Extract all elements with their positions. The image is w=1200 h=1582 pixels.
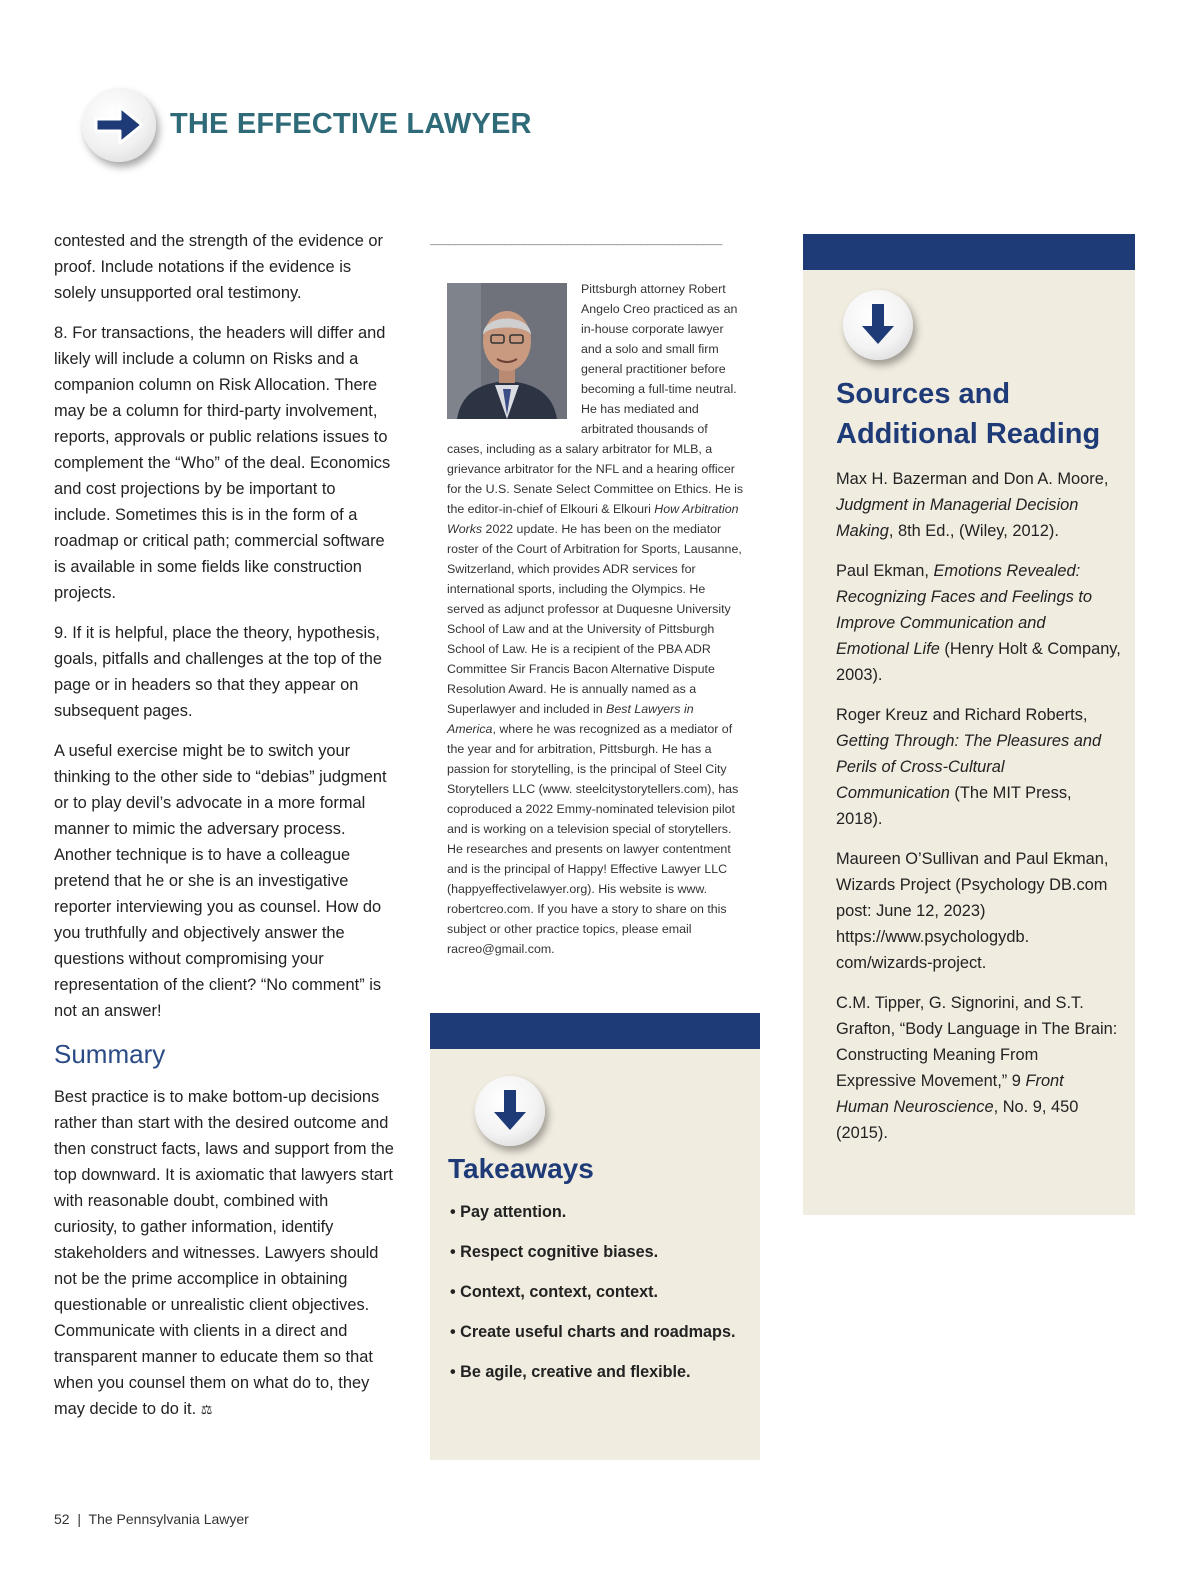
section-title: THE EFFECTIVE LAWYER	[170, 108, 532, 140]
article-left-column	[54, 228, 394, 1437]
author-photo	[447, 283, 567, 419]
summary-heading: Summary	[54, 1039, 166, 1069]
bio-text: , where he was recognized as a mediator of the year and for arbitration, Pittsburgh. He has a passion for storytelling, is the principal of Steel City Storytellers LLC (www. steelcitystorytellers.com), has coproduced a 2022 Emmy-nominated television pilot and is working on a television special of storytellers. He researches and presents on lawyer contentment and is the principal of Happy! Effective Lawyer LLC (happyeffectivelawyer.org). His website is www. robertcreo.com. If you have a story to share on this subject or other practice topics, please email racreo@gmail.com.	[447, 722, 739, 956]
takeaways-header-bar	[430, 1013, 760, 1049]
list-item: • Context, context, context.	[450, 1283, 659, 1301]
sources-list	[836, 466, 1121, 1160]
scales-icon: ⚖	[200, 1402, 213, 1417]
source-entry: Max H. Bazerman and Don A. Moore, Judgment in Managerial Decision Making, 8th Ed., (Wiley, 2012).	[836, 470, 1109, 540]
paragraph: contested and the strength of the evidence or proof. Include notations if the evidence is solely unsupported oral testimony.	[54, 232, 383, 302]
arrow-down-icon	[475, 1076, 545, 1146]
bio-text: 2022 update. He has been on the mediator roster of the Court of Arbitration for Sports, Lausanne, Switzerland, which provides ADR services for international sports, including the Olympics. He served as adjunct professor at Duquesne University School of Law and at the University of Pittsburgh School of Law. He is a recipient of the PBA ADR Committee Sir Francis Bacon Alternative Dispute Resolution Award. He is annually named as a Superlawyer and included in	[447, 522, 742, 716]
takeaways-heading: Takeaways	[448, 1153, 594, 1184]
summary-paragraph	[54, 1084, 394, 1423]
list-item: • Be agile, creative and flexible.	[450, 1363, 691, 1381]
arrow-down-icon	[843, 290, 913, 360]
source-entry: C.M. Tipper, G. Signorini, and S.T. Grafton, “Body Language in The Brain: Constructing Meaning From Expressive Movement,” 9 Front Human Neuroscience, No. 9, 450 (2015).	[836, 994, 1118, 1142]
arrow-right-icon	[82, 88, 156, 162]
paragraph: 8. For transactions, the headers will differ and likely will include a column on Risks and a companion column on Risk Allocation. There may be a column for third-party involvement, reports, approvals or public relations issues to complement the “Who” of the deal. Economics and cost projections by be important to include. Sometimes this is in the form of a roadmap or critical path; commercial software is available in some fields like construction projects.	[54, 324, 391, 602]
list-item: • Respect cognitive biases.	[450, 1243, 659, 1261]
sources-box	[803, 234, 1135, 1215]
page-footer: 52 | The Pennsylvania Lawyer	[54, 1511, 249, 1527]
author-bio	[447, 279, 745, 959]
takeaways-box	[430, 1013, 760, 1460]
paragraph: 9. If it is helpful, place the theory, hypothesis, goals, pitfalls and challenges at the top of the page or in headers so that they appear on subsequent pages.	[54, 624, 383, 720]
takeaways-list	[450, 1199, 750, 1399]
book-title: Best Lawyers in America	[447, 702, 694, 736]
list-item: • Create useful charts and roadmaps.	[450, 1323, 736, 1341]
sources-heading: Sources and Additional Reading	[836, 378, 1101, 450]
bio-text: Pittsburgh attorney Robert Angelo Creo practiced as an in-house corporate lawyer and a solo and small firm general practitioner before becoming a full-time neutral. He has mediated and arbitrated thousands of cases, including as a salary arbitrator for MLB, a grievance arbitrator for the NFL and a hearing officer for the U.S. Senate Select Committee on Ethics. He is the editor-in-chief of Elkouri & Elkouri	[447, 282, 744, 516]
paragraph: A useful exercise might be to switch your thinking to the other side to “debias” judgment or to play devil’s advocate in a more formal manner to mimic the adversary process. Another technique is to have a colleague pretend that he or she is an investigative reporter interviewing you as counsel. How do you truthfully and objectively answer the questions without compromising your representation of the client? “No comment” is not an answer!	[54, 742, 387, 1020]
summary-text: Best practice is to make bottom-up decisions rather than start with the desired outcome and then construct facts, laws and support from the top downward. It is axiomatic that lawyers start with reasonable doubt, combined with curiosity, to gather information, identify stakeholders and witnesses. Lawyers should not be the prime accomplice in obtaining questionable or unrealistic client objectives. Communicate with clients in a direct and transparent manner to educate them so that when you counsel them on what do to, they may decide to do it.	[54, 1088, 394, 1418]
source-entry: Maureen O’Sullivan and Paul Ekman, Wizards Project (Psychology DB.com post: June 12, 2023) https://www.psychologydb. com/wizards-project.	[836, 850, 1109, 972]
source-entry: Paul Ekman, Emotions Revealed: Recognizing Faces and Feelings to Improve Communication and Emotional Life (Henry Holt & Company, 2003).	[836, 562, 1121, 684]
book-title: How Arbitration Works	[447, 502, 739, 536]
bio-divider: _______________________________________________	[430, 234, 722, 248]
sources-header-bar	[803, 234, 1135, 270]
source-entry: Roger Kreuz and Richard Roberts, Getting Through: The Pleasures and Perils of Cross-Cultural Communication (The MIT Press, 2018).	[836, 706, 1102, 828]
list-item: • Pay attention.	[450, 1203, 567, 1221]
